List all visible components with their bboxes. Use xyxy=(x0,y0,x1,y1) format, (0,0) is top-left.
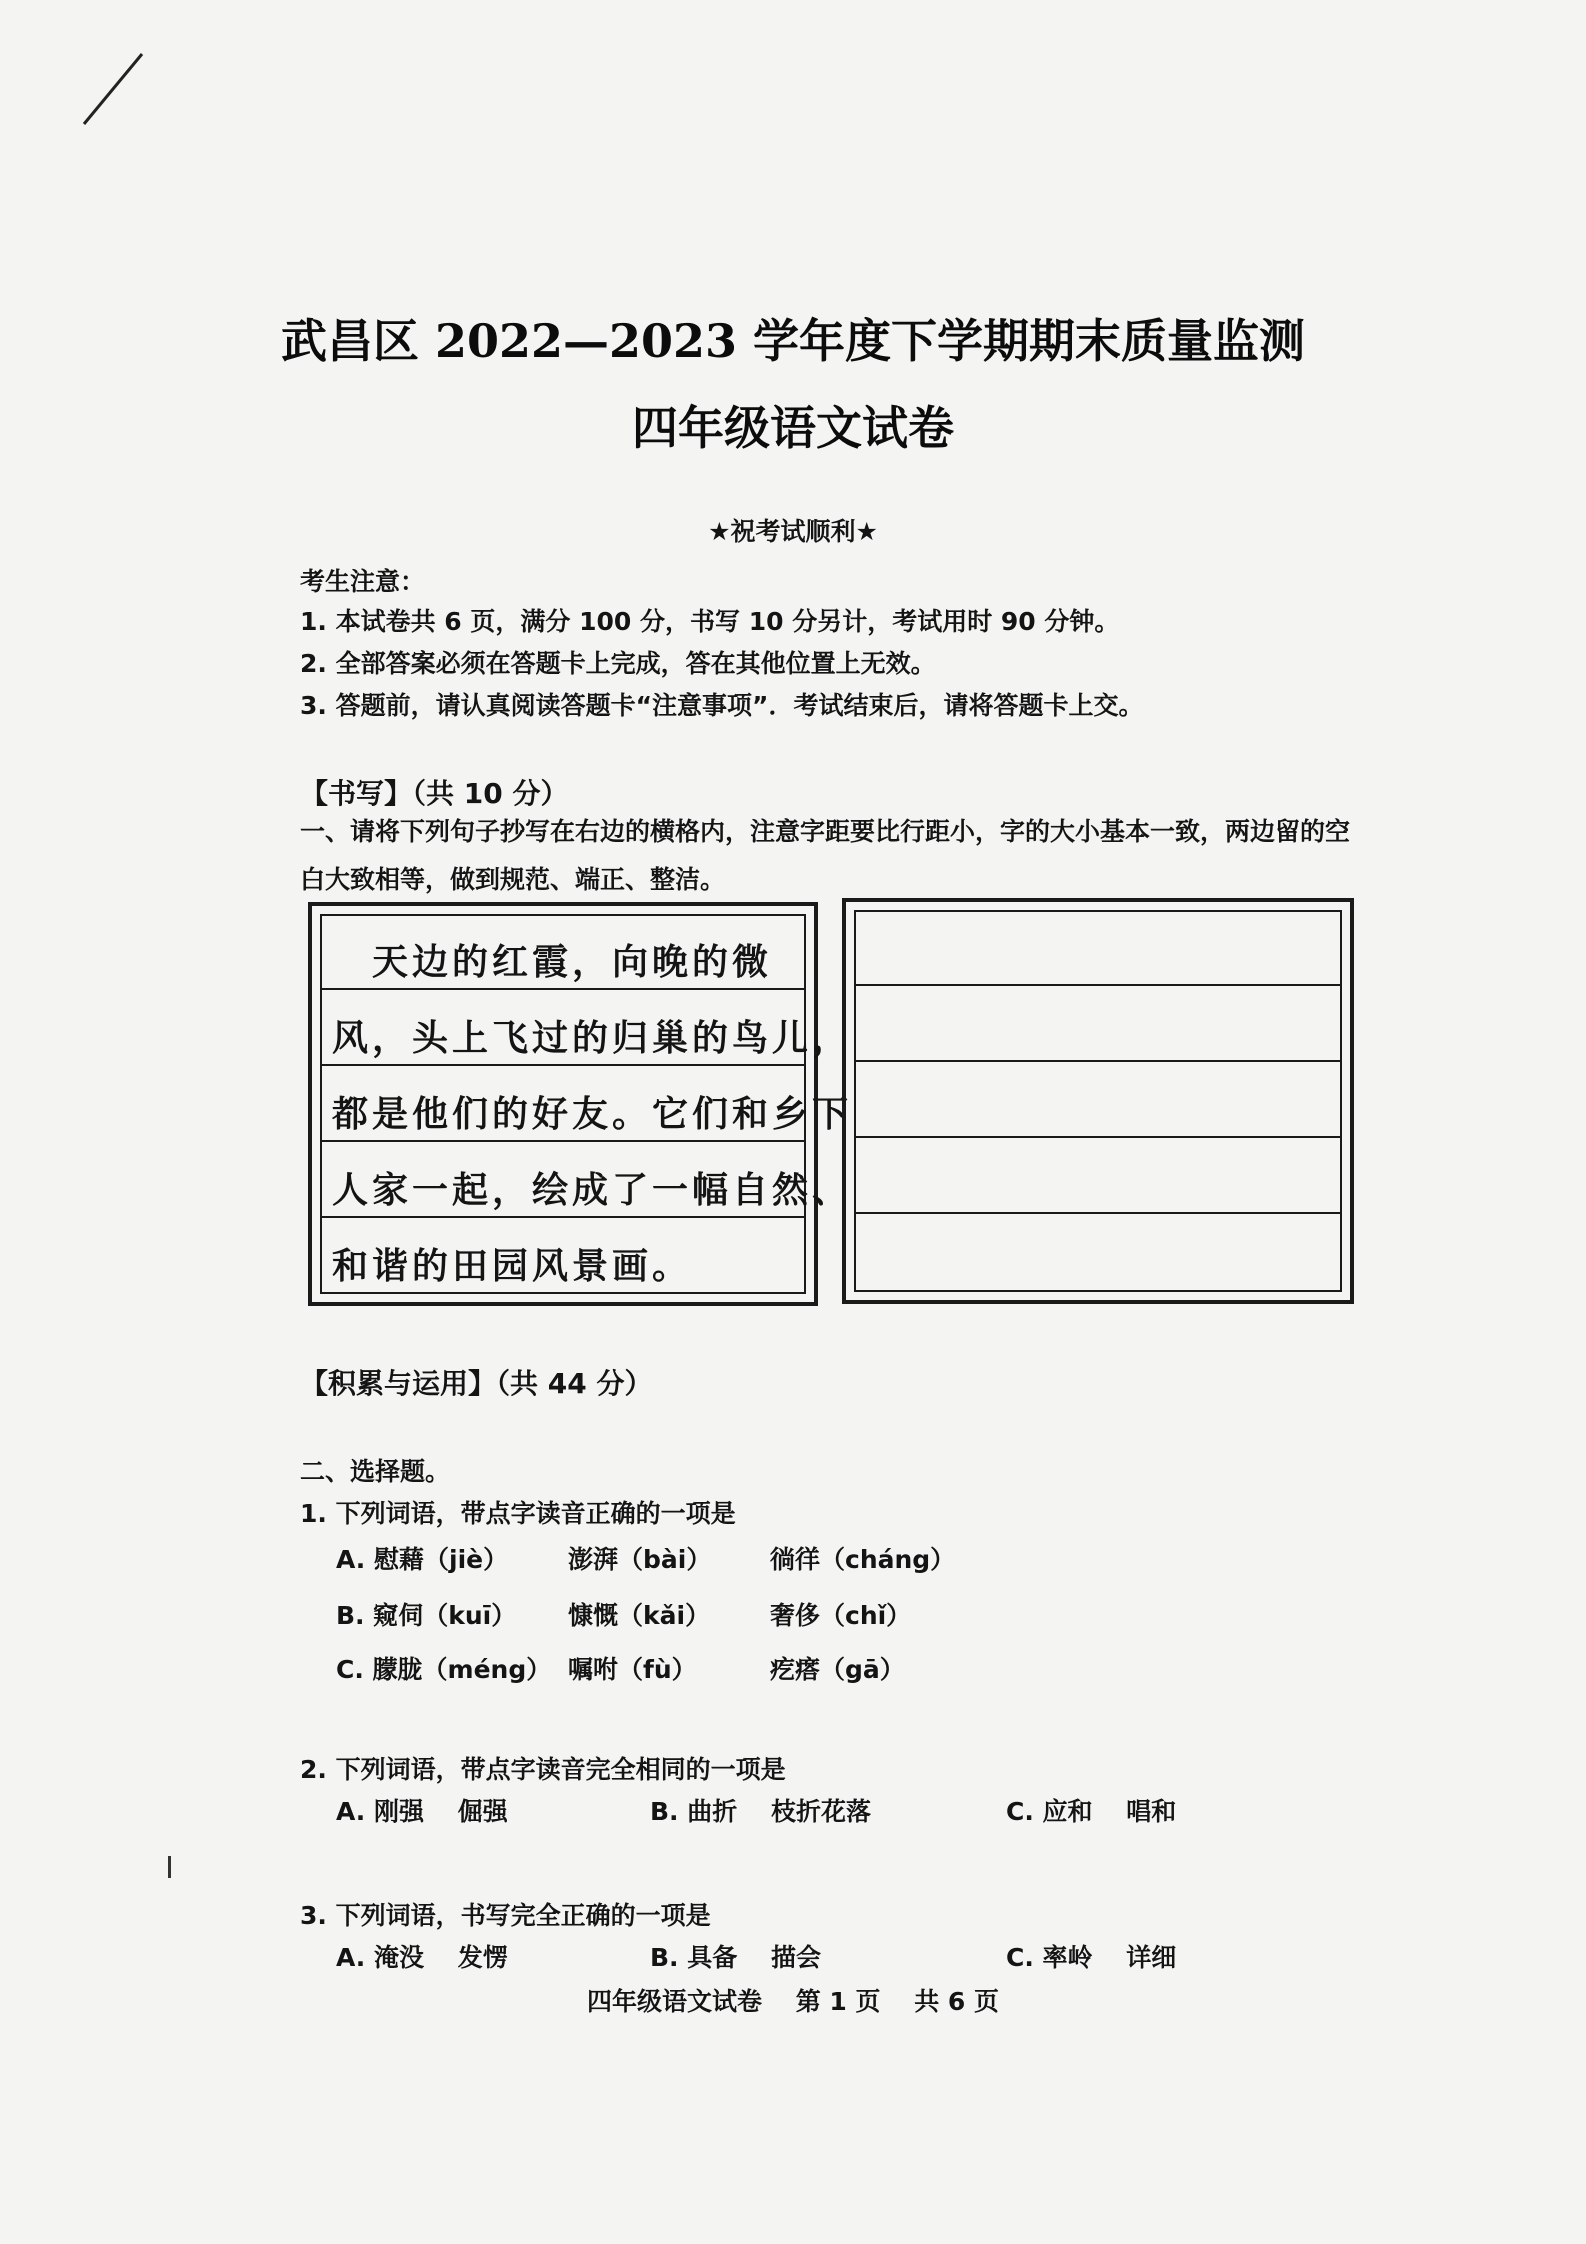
answer-writing-frame xyxy=(854,910,1342,1292)
question-1-stem: 1. 下列词语，带点字读音正确的一项是 xyxy=(300,1499,736,1528)
q3-option-a: A. 淹没 发愣 xyxy=(336,1943,508,1972)
choice-part-heading: 二、选择题。 xyxy=(300,1457,451,1486)
notice-item-3: 3. 答题前，请认真阅读答题卡“注意事项”．考试结束后，请将答题卡上交。 xyxy=(300,691,1144,720)
q1-option-b-1: B. 窥伺（kuī） xyxy=(336,1601,517,1630)
q1-option-b-2: 慷慨（kǎi） xyxy=(568,1601,711,1630)
ruled-line xyxy=(856,1060,1340,1062)
pen-stroke-mark xyxy=(80,50,150,130)
usage-section-heading: 【积累与运用】（共 44 分） xyxy=(300,1367,653,1400)
q1-option-c-1: C. 朦胧（méng） xyxy=(336,1655,552,1684)
q2-option-c: C. 应和 唱和 xyxy=(1006,1797,1177,1826)
exam-title: 武昌区 2022—2023 学年度下学期期末质量监测 xyxy=(280,314,1306,368)
ruled-line xyxy=(856,984,1340,986)
question-3-stem: 3. 下列词语，书写完全正确的一项是 xyxy=(300,1901,711,1930)
notice-heading: 考生注意： xyxy=(300,567,426,596)
q1-option-a-2: 澎湃（bài） xyxy=(568,1545,712,1574)
model-line-2: 风，头上飞过的归巢的鸟儿， xyxy=(332,1018,853,1059)
ruled-line xyxy=(322,988,804,990)
notice-item-1: 1. 本试卷共 6 页，满分 100 分，书写 10 分另计，考试用时 90 分钟。 xyxy=(300,607,1120,636)
answer-writing-box[interactable] xyxy=(842,898,1354,1304)
model-line-5: 和谐的田园风景画。 xyxy=(332,1246,693,1287)
model-line-3: 都是他们的好友。它们和乡下 xyxy=(332,1094,853,1135)
ruled-line xyxy=(856,1136,1340,1138)
q2-option-a: A. 刚强 倔强 xyxy=(336,1797,508,1826)
exam-subtitle: 四年级语文试卷 xyxy=(632,401,954,455)
q1-option-a-3: 徜徉（cháng） xyxy=(770,1545,956,1574)
question-2-stem: 2. 下列词语，带点字读音完全相同的一项是 xyxy=(300,1755,786,1784)
model-line-4: 人家一起，绘成了一幅自然、 xyxy=(332,1170,853,1211)
model-text-box xyxy=(308,902,853,1306)
writing-instruction: 一、请将下列句子抄写在右边的横格内，注意字距要比行距小，字的大小基本一致，两边留的空白大致相等，做到规范、端正、整洁。 xyxy=(300,817,1351,894)
model-text-frame xyxy=(320,914,853,1294)
stray-mark xyxy=(168,1856,171,1878)
q1-option-c-2: 嘱咐（fù） xyxy=(568,1655,697,1684)
notice-item-2: 2. 全部答案必须在答题卡上完成，答在其他位置上无效。 xyxy=(300,649,936,678)
ruled-line xyxy=(856,1212,1340,1214)
ruled-line xyxy=(322,1064,804,1066)
writing-section-heading: 【书写】（共 10 分） xyxy=(300,777,569,810)
ruled-line xyxy=(322,1140,804,1142)
q1-option-a-1: A. 慰藉（jiè） xyxy=(336,1545,509,1574)
q1-option-c-3: 疙瘩（gā） xyxy=(770,1655,905,1684)
q3-option-c: C. 率岭 详细 xyxy=(1006,1943,1177,1972)
ruled-line xyxy=(322,1216,804,1218)
q2-option-b: B. 曲折 枝折花落 xyxy=(650,1797,871,1826)
good-luck-note: ★祝考试顺利★ xyxy=(708,517,878,546)
page-footer: 四年级语文试卷 第 1 页 共 6 页 xyxy=(586,1987,999,2016)
q3-option-b: B. 具备 描会 xyxy=(650,1943,821,1972)
q1-option-b-3: 奢侈（chǐ） xyxy=(770,1601,912,1630)
model-line-1: 天边的红霞，向晚的微 xyxy=(332,942,773,983)
